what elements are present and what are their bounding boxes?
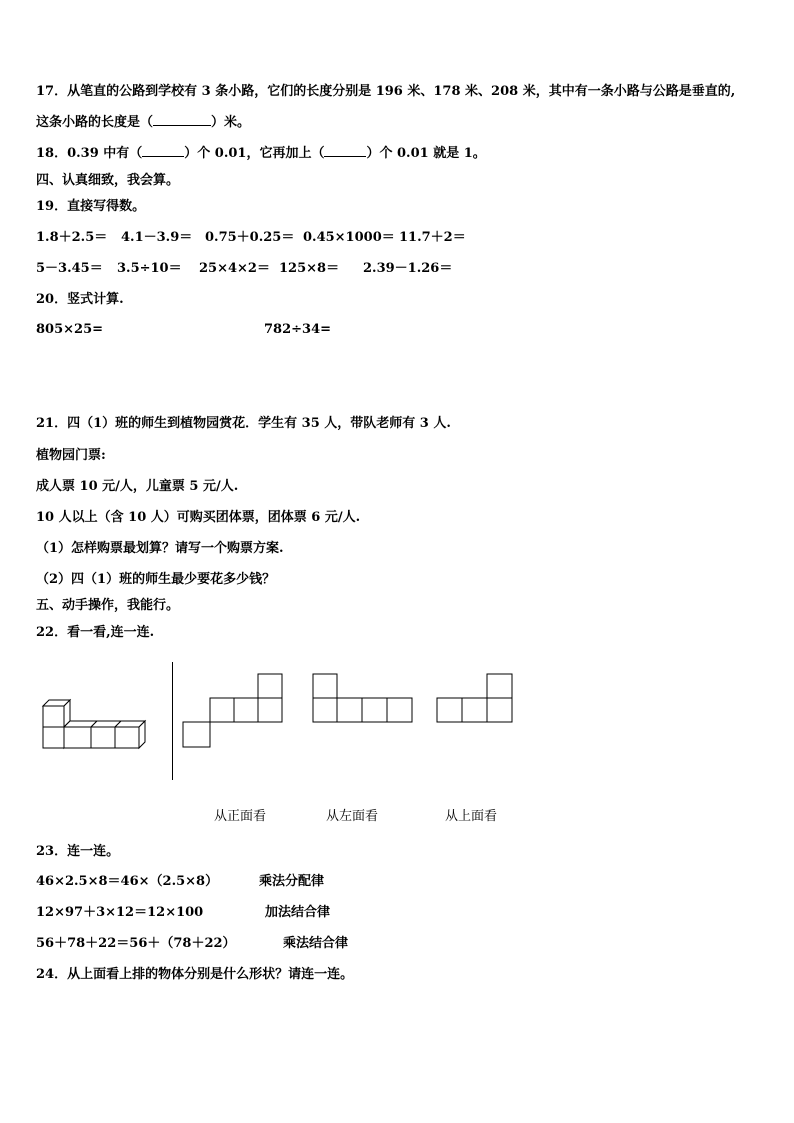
q18-line <box>36 146 486 162</box>
q17-line2-before: 这条小路的长度是（ <box>36 115 154 130</box>
q19-row1-item-5: 11.7＋2＝ <box>399 230 466 245</box>
q21-sub1: （1）怎样购票最划算？请写一个购票方案. <box>36 541 284 556</box>
q22-title: 22．看一看,连一连. <box>36 625 155 640</box>
q19-row2-item-5: 2.39－1.26＝ <box>363 261 453 276</box>
q17-line2-after: ）米。 <box>211 115 251 130</box>
q19-row2-item-2: 3.5÷10＝ <box>117 261 182 276</box>
view-label-top: 从上面看 <box>445 809 498 824</box>
q21-group: 10 人以上（含 10 人）可购买团体票，团体票 6 元/人. <box>36 510 361 525</box>
q18-part2: ）个 0.01，它再加上（ <box>184 146 325 161</box>
q23-law-3: 乘法结合律 <box>283 936 349 951</box>
q23-law-1: 乘法分配律 <box>259 874 325 889</box>
q18-answer-blank-2[interactable] <box>324 156 366 157</box>
q23-equation-3: 56＋78＋22＝56＋（78＋22） <box>36 936 236 951</box>
q20-expr-2: 782÷34= <box>264 322 332 337</box>
q21-title: 21．四（1）班的师生到植物园赏花．学生有 35 人，带队老师有 3 人. <box>36 416 451 431</box>
q19-row1-item-3: 0.75＋0.25＝ <box>205 230 295 245</box>
q20-expr-1: 805×25= <box>36 322 104 337</box>
q20-title: 20．竖式计算. <box>36 292 124 307</box>
q19-row2-item-4: 125×8＝ <box>279 261 340 276</box>
q17-answer-blank[interactable] <box>153 125 211 126</box>
figure-divider <box>172 662 173 780</box>
q18-answer-blank-1[interactable] <box>142 156 184 157</box>
q23-equation-2: 12×97＋3×12＝12×100 <box>36 905 204 920</box>
view-figure-1 <box>182 673 283 748</box>
view-label-front: 从正面看 <box>214 809 267 824</box>
q21-ticket-title: 植物园门票: <box>36 448 106 463</box>
section-5-heading: 五、动手操作，我能行。 <box>36 598 180 613</box>
q23-equation-1: 46×2.5×8＝46×（2.5×8） <box>36 874 219 889</box>
q19-row1-item-2: 4.1－3.9＝ <box>121 230 193 245</box>
section-4-heading: 四、认真细致，我会算。 <box>36 173 180 188</box>
q19-row2-item-3: 25×4×2＝ <box>199 261 270 276</box>
q19-row1-item-1: 1.8＋2.5＝ <box>36 230 108 245</box>
q23-law-2: 加法结合律 <box>265 905 331 920</box>
q21-price: 成人票 10 元/人，儿童票 5 元/人. <box>36 479 239 494</box>
q17-line1: 17．从笔直的公路到学校有 3 条小路，它们的长度分别是 196 米、178 米、208 米，其中有一条小路与公路是垂直的, <box>36 84 736 99</box>
q21-sub2: （2）四（1）班的师生最少要花多少钱？ <box>36 572 276 587</box>
view-figure-2 <box>312 673 413 724</box>
q18-part3: ）个 0.01 就是 1。 <box>366 146 486 161</box>
q19-title: 19．直接写得数。 <box>36 199 146 214</box>
view-label-left: 从左面看 <box>326 809 379 824</box>
q17-line2 <box>36 115 250 131</box>
q18-part1: 18．0.39 中有（ <box>36 146 143 161</box>
cube-solid-figure <box>40 697 160 757</box>
q19-row2-item-1: 5－3.45＝ <box>36 261 103 276</box>
q23-title: 23．连一连。 <box>36 844 120 859</box>
q24-title: 24．从上面看上排的物体分别是什么形状？请连一连。 <box>36 967 354 982</box>
view-figure-3 <box>436 673 513 724</box>
q19-row1-item-4: 0.45×1000＝ <box>303 230 395 245</box>
